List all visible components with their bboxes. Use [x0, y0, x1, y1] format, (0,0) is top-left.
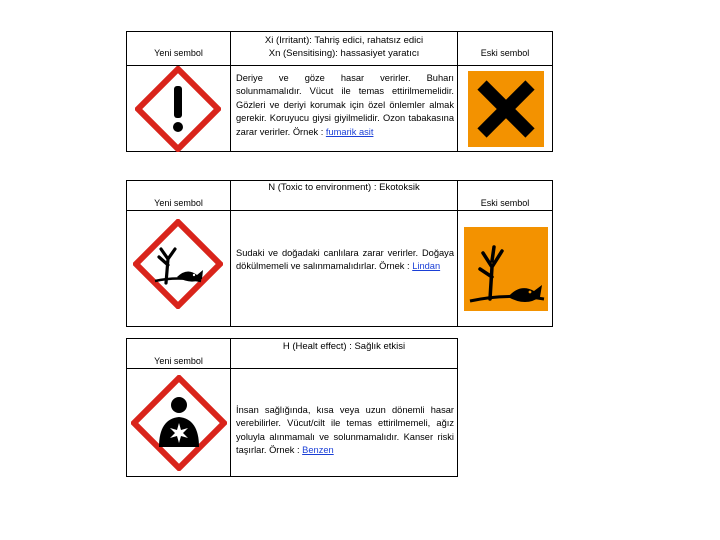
- section-3-new-icon-cell: [126, 368, 231, 477]
- section-1-description: Deriye ve göze hasar verirler. Buharı solunmamalıdır. Vücut ile temas ettirilmemelidir. Gözleri ve deriyi korumak için özel önlemler almak gerekir. Koruyucu giysi giyilmelidir. Ozon tabakasına zarar verirler. Örnek : fumarik asit: [236, 73, 454, 137]
- section-3-title-cell: [230, 338, 458, 369]
- section-2-title: N (Toxic to environment) : Ekotoksik: [268, 182, 420, 193]
- section-2-new-icon-cell: [126, 210, 231, 327]
- section-2-label-cell: [126, 180, 231, 211]
- exclamation-mark-ghs-icon: [135, 66, 221, 152]
- old-symbol-label: Eski sembol: [480, 198, 530, 208]
- section-3-description: İnsan sağlığında, kısa veya uzun dönemli hasar verebilirler. Vücut/cilt ile temas ettirilmemeli, ağız yoluyla alınmamalı ve solunmamalıdır. Kanser riski taşırlar. Örnek : Benzen: [236, 405, 454, 456]
- section-3-label-cell: [126, 338, 231, 369]
- health-hazard-ghs-icon: [131, 375, 227, 471]
- new-symbol-label: Yeni sembol: [154, 356, 203, 366]
- section-1-label-cell: [126, 31, 231, 66]
- section-2-title-cell: [230, 180, 458, 211]
- section-2-description: Sudaki ve doğadaki canlılara zarar verirler. Doğaya dökülmemeli ve salınmamalıdırlar. Örnek : Lindan: [236, 248, 454, 272]
- section-3-description-cell: [230, 368, 458, 477]
- section-1-new-icon-cell: [126, 65, 231, 152]
- section-1-description-cell: [230, 65, 458, 152]
- section-3-title: H (Healt effect) : Sağlık etkisi: [282, 341, 406, 352]
- section-2-old-label-cell: [457, 180, 553, 211]
- example-link-lindan[interactable]: Lindan: [412, 261, 441, 272]
- section-2-old-icon-cell: [457, 210, 553, 327]
- environment-hazard-orange-icon: [464, 227, 548, 311]
- section-1-old-icon-cell: [457, 65, 553, 152]
- example-link-fumarik-asit[interactable]: fumarik asit: [325, 126, 374, 137]
- new-symbol-label: Yeni sembol: [154, 198, 203, 208]
- section-1-old-label-cell: [457, 31, 553, 66]
- section-1-title: Xi (Irritant): Tahriş edici, rahatsız edici Xn (Sensitising): hassasiyet yaratıcı: [264, 35, 424, 59]
- saint-andrew-cross-icon: [468, 71, 544, 147]
- section-2-description-cell: [230, 210, 458, 327]
- new-symbol-label: Yeni sembol: [154, 48, 203, 58]
- environment-hazard-ghs-icon: [133, 219, 223, 309]
- section-1-title-cell: [230, 31, 458, 66]
- example-link-benzen[interactable]: Benzen: [302, 445, 334, 456]
- old-symbol-label: Eski sembol: [480, 48, 530, 58]
